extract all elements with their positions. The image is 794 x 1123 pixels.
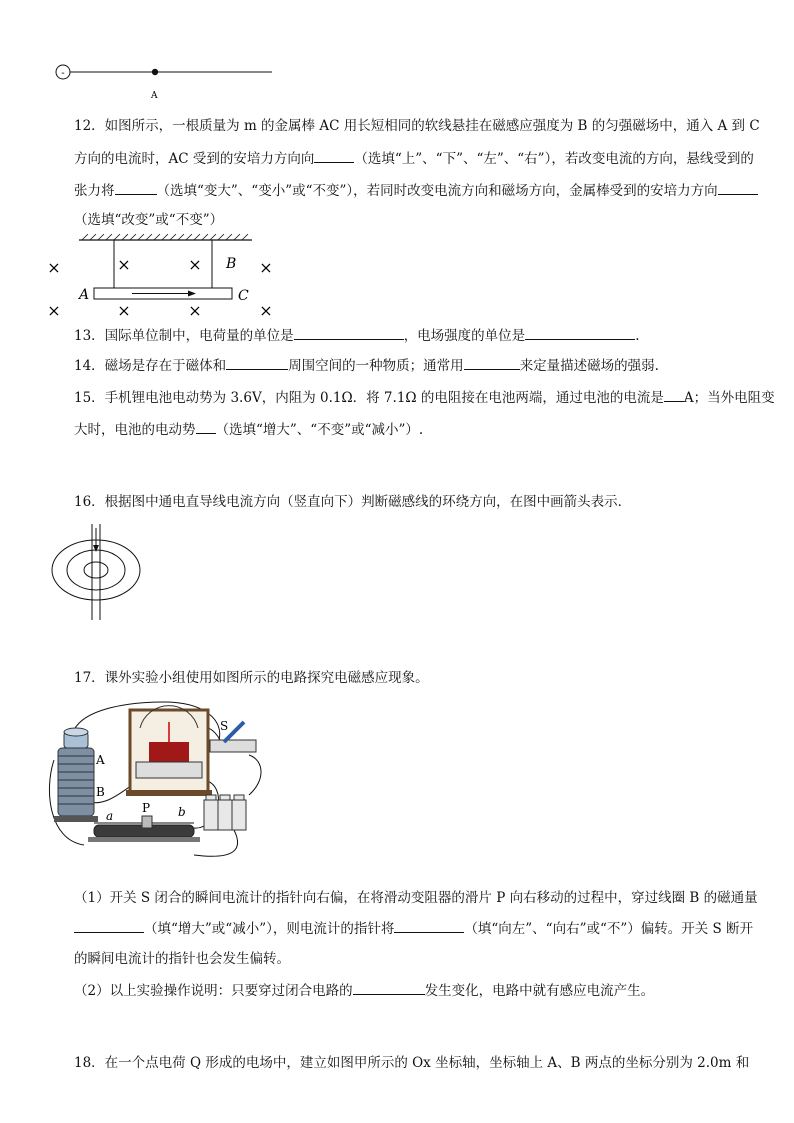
ceiling-hatch — [82, 234, 248, 240]
label-c: C — [238, 288, 249, 304]
x-mark: × — [259, 301, 273, 320]
coil-base — [54, 816, 98, 822]
q13-text-b: ，电场强度的单位是 — [403, 328, 526, 344]
battery — [204, 795, 246, 830]
charge-sign: - — [61, 68, 65, 79]
q15-text-b: A；当外电阻变 — [683, 390, 775, 406]
q13-blank1[interactable] — [294, 325, 404, 340]
q15-text-d: （选填“增大”、“不变”或“减小”）. — [215, 422, 424, 438]
charge-line-figure — [52, 62, 282, 104]
q17-induction-circuit-figure — [44, 700, 274, 870]
point-a-label: A — [151, 91, 158, 101]
q13-line — [74, 325, 754, 346]
wire — [249, 755, 261, 795]
galvanometer-base — [126, 790, 212, 796]
q16-text: 16．根据图中通电直导线电流方向（竖直向下）判断磁感线的环绕方向，在图中画箭头表示． — [74, 494, 632, 510]
label-a-lower: a — [106, 809, 114, 823]
x-mark: × — [117, 255, 131, 274]
label-p: P — [142, 801, 151, 815]
rheostat-base — [88, 837, 200, 842]
q14-text-c: 来定量描述磁场的强弱. — [519, 358, 659, 374]
q12-line3-b: （选填“变大”、“变小”或“不变”），若同时改变电流方向和磁场方向，金属棒受到的安培力方向 — [156, 183, 718, 199]
q17-part2-line — [74, 980, 754, 1001]
q17-blank1[interactable] — [74, 918, 144, 933]
label-b: B — [226, 256, 237, 272]
x-mark: × — [47, 301, 61, 320]
q12-line4: （选填“改变”或“不变”） — [74, 212, 224, 228]
current-arrowhead — [93, 545, 99, 552]
coil-b — [58, 748, 94, 816]
q17-part2-text-b: 发生变化，电路中就有感应电流产生。 — [424, 983, 655, 999]
q14-blank1[interactable] — [226, 355, 288, 370]
q15-line2 — [74, 419, 754, 440]
q12-line2-a: 方向的电流时，AC 受到的安培力方向向 — [74, 151, 315, 167]
q14-text-b: 周围空间的一种物质；通常用 — [288, 358, 464, 374]
label-s: S — [220, 719, 229, 733]
q14-blank2[interactable] — [464, 355, 520, 370]
q12-blank3[interactable] — [718, 180, 758, 195]
label-b-lower: b — [178, 805, 186, 819]
q15-text-c: 大时，电池的电动势 — [74, 422, 196, 438]
x-mark: × — [47, 258, 61, 277]
x-mark: × — [259, 258, 273, 277]
q16-wire-field-figure — [50, 522, 150, 622]
q12-magnetic-field-figure — [44, 234, 284, 320]
q12-line2-b: （选填“上”、“下”、“左”、“右”），若改变电流的方向，悬线受到的 — [354, 151, 754, 167]
point-a — [152, 69, 158, 75]
x-mark: × — [117, 301, 131, 320]
q17-blank3[interactable] — [353, 980, 425, 995]
q13-blank2[interactable] — [525, 325, 635, 340]
q12-line3 — [74, 180, 754, 201]
field-circle-inner — [84, 562, 108, 578]
galvanometer-magnet — [149, 742, 189, 762]
field-circle-middle — [67, 550, 125, 590]
q12-line1: 12．如图所示，一根质量为 m 的金属棒 AC 用长短相同的软线悬挂在磁感应强度为 B 的匀强磁场中，通入 A 到 C — [74, 118, 760, 134]
x-mark: × — [188, 255, 202, 274]
q17-blank2[interactable] — [394, 918, 464, 933]
q15-blank2[interactable] — [196, 419, 216, 434]
label-a: A — [96, 753, 105, 767]
q17-part1-text-c: （填“向左”、“向右”或“不”）偏转。开关 S 断开 — [464, 921, 754, 937]
galvanometer-terminals — [136, 762, 202, 778]
q12-line2 — [74, 148, 754, 169]
q13-text-a: 13．国际单位制中，电荷量的单位是 — [74, 328, 294, 344]
coil-a-top — [64, 728, 88, 736]
q17-part2-text-a: （2）以上实验操作说明：只要穿过闭合电路的 — [74, 983, 353, 999]
x-mark: × — [188, 301, 202, 320]
q12-blank1[interactable] — [314, 148, 354, 163]
q15-line1 — [74, 387, 775, 408]
q18-line1: 18．在一个点电荷 Q 形成的电场中，建立如图甲所示的 Ox 坐标轴，坐标轴上 A、B 两点的坐标分别为 2.0m 和 — [74, 1055, 750, 1071]
label-a: A — [79, 287, 90, 303]
label-b: B — [96, 785, 105, 799]
q14-line — [74, 355, 754, 376]
q15-text-a: 15．手机锂电池电动势为 3.6V，内阻为 0.1Ω．将 7.1Ω 的电阻接在电池两端，通过电池的电流是 — [74, 390, 664, 406]
q15-blank1[interactable] — [664, 387, 684, 402]
q17-part1-text-b: （填“增大”或“减小”），则电流计的指针将 — [144, 921, 395, 937]
switch — [210, 740, 256, 752]
q17-part1-line2 — [74, 918, 754, 939]
q13-text-c: . — [635, 328, 640, 344]
q17-intro: 17．课外实验小组使用如图所示的电路探究电磁感应现象。 — [74, 670, 429, 686]
wire — [194, 830, 238, 856]
rheostat-slider — [142, 816, 152, 828]
q14-text-a: 14．磁场是存在于磁体和 — [74, 358, 227, 374]
q17-part1-line3: 的瞬间电流计的指针也会发生偏转。 — [74, 951, 290, 967]
q17-part1-line1: （1）开关 S 闭合的瞬间电流计的指针向右偏，在将滑动变阻器的滑片 P 向右移动的过程中，穿过线圈 B 的磁通量 — [74, 890, 758, 906]
q12-line3-a: 张力将 — [74, 183, 115, 199]
q12-blank2[interactable] — [115, 180, 157, 195]
